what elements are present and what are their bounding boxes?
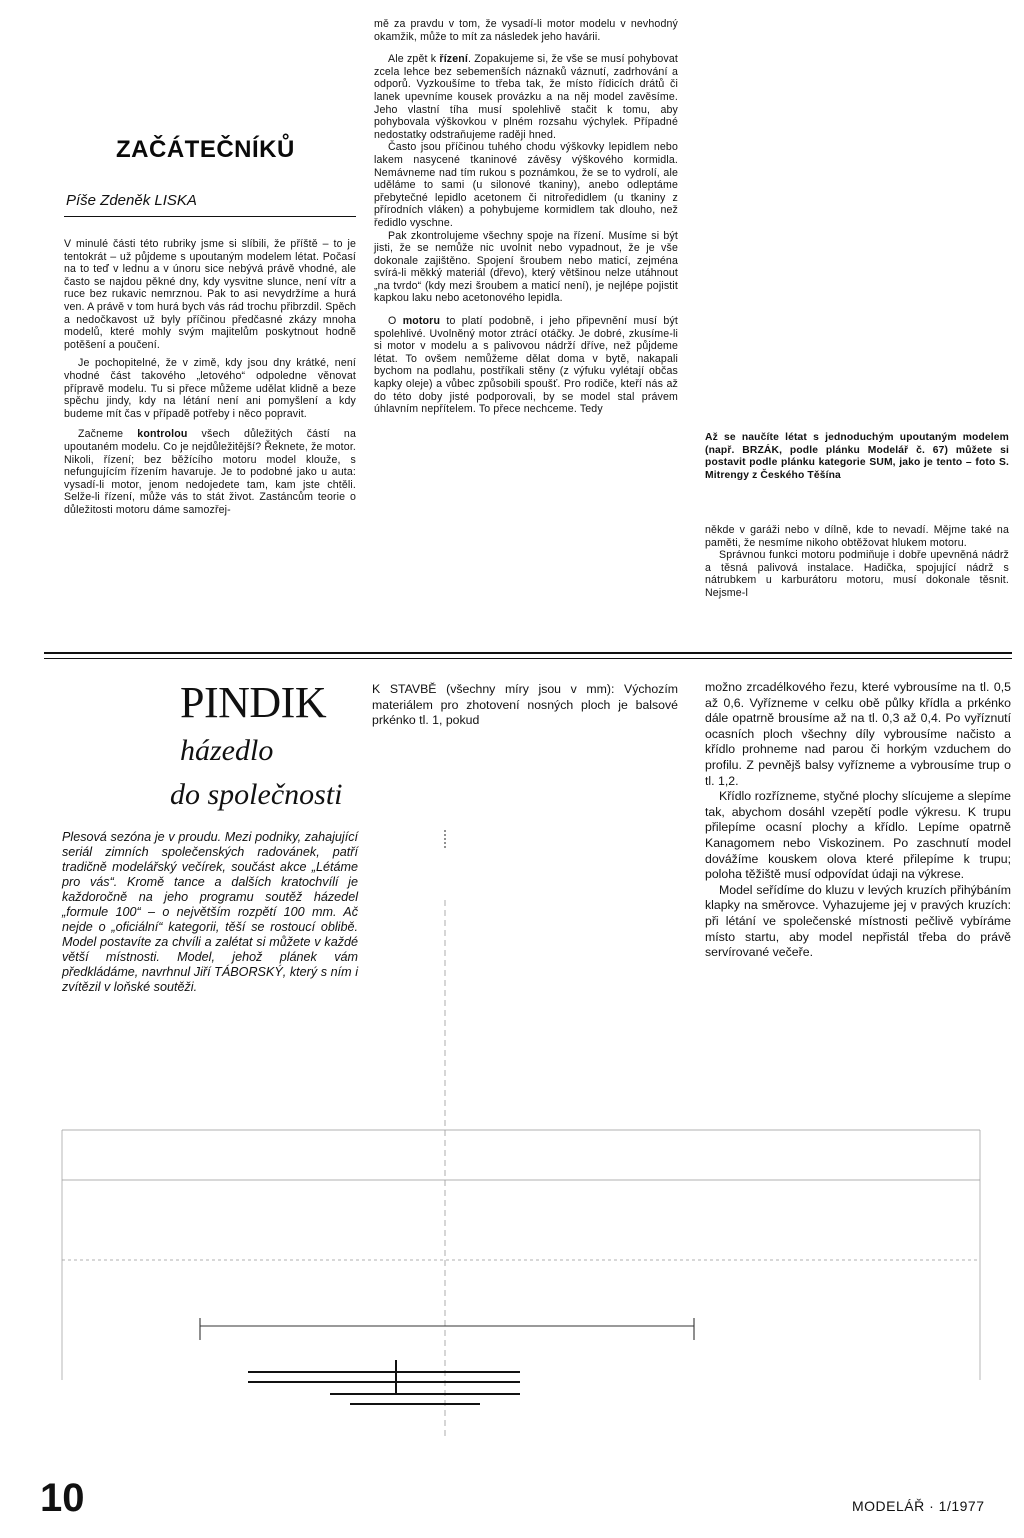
right-paragraph-2: Křídlo rozřízneme, styčné plochy slícujeme a slepíme tak, abychom dosáhl vzepětí podle výkresu. K trupu přilepíme ocasní plochy a křídlo. Lepíme opatrně Kanagomem nebo Viskozinem. Po zaschnutí model dovážíme kouskem olova které přilepíme k trupu; poloha těžiště musí odpovídat údaji na výkrese. [705, 789, 1011, 882]
right-paragraph-3: Model seřídíme do kluzu v levých kruzích přihýbáním klapky na směrovce. Vyhazujeme jej v pravých kruzích: při létání ve společenské místnosti pečlivě vybíráme místo startu, aby model nepřistál třeba do právě servírované večeře. [705, 882, 1011, 960]
col1-p3-rest: všech důležitých částí na upoutaném modelu. Co je nejdůležitější? Řeknete, že motor. Nikoli, řízení; bez běžícího motoru model klouže, s nefungujícím řízením havaruje. Je to podobné jako u auta: vysadí-li motor, jenom nedojedete tam, kam jste chtěli. Selže-li řízení, může vás to stát život. Zastáncům teorie o důležitosti motoru dáme samozřej- [64, 428, 356, 516]
col2-motor-start: O [388, 315, 403, 328]
col1-p3-start: Začneme [78, 428, 138, 441]
col2-rizeni-start: Ale zpět k [388, 53, 440, 66]
col1-paragraph-2: Je pochopitelné, že v zimě, kdy jsou dny krátké, není vhodné část takového „letového“ odpoledne věnovat přípravě modelu. Tu si přece můžeme udělat klidně a beze spěchu jindy, kdy na létání není ani pomyšlení a kdy budeme mít čas v případě potřeby i něco popravit. [64, 357, 356, 420]
col2-paragraph-3: Pak zkontrolujeme všechny spoje na řízení. Musíme si být jisti, že se nemůže nic uvolnit nebo vypadnout, že je vše dokonale zajištěno. Spojení šroubem nebo maticí, zejména svírá-li měkký materiál (dřevo), který většinou nelze utáhnout „na tvrdo“ (kdy mezi šroubem a maticí není), je nejlépe pojistit kapkou laku nebo acetonového lepidla. [374, 229, 678, 305]
photo-caption: Až se naučíte létat s jednoduchým upoutaným modelem (např. BRZÁK, podle plánku Modelář č. 67) můžete si postavit podle plánku kategorie SUM, jako je tento – foto S. Mitrengy z Českého Těšína [705, 432, 1009, 481]
col2-paragraph-2: Často jsou příčinou tuhého chodu výškovky lepidlem nebo lakem nasycené tkaninové závěsy výškového kormidla. Nemávneme nad tím rukou s poznámkou, že se to vydrolí, ale uděláme to sami (u silonové tkaniny), anebo odleptáme přebytečné lepidlo acetonem či nitroředidlem (u tkaniny z přírodních vláken) a pohybujeme kormidlem tak dlouho, než ředidlo vyschne. [374, 141, 678, 229]
journal-footer: MODELÁŘ · 1/1977 [852, 1498, 985, 1514]
article-subtitle-1: házedlo [180, 734, 274, 767]
col1-paragraph-1: V minulé části této rubriky jsme si slíbili, že příště – to je tentokrát – už půjdeme s upoutaným modelem létat. Počasí na to teď v lednu a v únoru sice nebývá právě vhodné, ale často se najdou pěkné dny, kdy vysvitne slunce, není vítr a ruce bez rukavic nemrznou. Pak to asi nevydržíme a hurá ven. A právě v tom hurá bych vás rád trochu přibrzdil. Spěch a nedočkavost už byly příčinou předčasné zkázy mnoha modelů, které mohly svým majitelům poskytnout hodně potěšení a poučení. [64, 238, 356, 351]
plan-outline-faint [62, 1130, 980, 1380]
right-paragraph-1: možno zrcadélkového řezu, které vybrousíme na tl. 0,5 až 0,6. Vyřízneme v celku obě půlky křídla a prkénko dále opatrně brousíme až na tl. 0,3 až 0,4. Po vyříznutí ocasních ploch všechny díly vybrousíme načisto a křídlo prohneme nad parou či horkým vzduchem do profilu. Z pevnějš balsy vyřízneme a vybrousíme trup o tl. 1,2. [705, 680, 1011, 788]
section-title: ZAČÁTEČNÍKŮ [116, 136, 295, 163]
article-title: PINDIK [180, 678, 327, 727]
article-intro: Plesová sezóna je v proudu. Mezi podniky, zahajující seriál zimních společenských radovánek, patří tradičně modelářský večírek, součást akce „Létáme pro vás“. Kromě tance a dalších kratochvílí je každoročně na jeho programu soutěž házedel „formule 100“ – o největším rozpětí 100 mm. Ač nejde o „oficiální“ kategorii, těší se rostoucí oblibě. Model postavíte za chvíli a zalétat si můžete v každé větší místnosti. Model, jehož plánek vám předkládáme, navrhnul Jiří TÁBORSKÝ, který s ním i zvítězil v loňské soutěži. [62, 830, 358, 994]
col3-paragraph-1: někde v garáži nebo v dílně, kde to nevadí. Mějme také na paměti, že nesmíme nikoho obtěžovat hlukem motoru. [705, 524, 1009, 549]
col2-motor-rest: to platí podobně, i jeho připevnění musí být spolehlivé. Uvolněný motor ztrácí otáčky. Je dobré, zkusíme-li si motor v modelu a s palivovou nádrží dříve, než půjdeme létat. To ovšem nemůžeme dělat doma v bytě, nakapali bychom na podlahu, postříkali stěny (z výfuku vylétají občas kapky oleje) a vůbec způsobili spoušť. Pro rodiče, kteří nás až do této doby jisté podporovali, by se model stal právem úhlavním nepřítelem. To přece nechceme. Tedy [374, 315, 678, 416]
col2-rizeni-bold: řízení [439, 53, 468, 66]
article-subtitle-2: do společnosti [170, 778, 343, 811]
col3-paragraph-2: Správnou funkci motoru podmiňuje i dobře upevněná nádrž a těsná palivová instalace. Hadička, spojující nádrž s nátrubkem u karburátoru motoru, musí dokonale těsnit. Nejsme-l [705, 549, 1009, 599]
col2-motor-bold: motoru [402, 315, 441, 328]
page-number: 10 [40, 1476, 85, 1520]
plan-fuselage [248, 1360, 520, 1404]
col1-p3-bold: kontrolou [137, 428, 188, 441]
plan-wing-lines [200, 1318, 694, 1340]
col2-paragraph-first: mě za pravdu v tom, že vysadí-li motor modelu v nevhodný okamžik, může to mít za následek jeho havárii. [374, 18, 678, 43]
col2-rizeni-rest: . Zopakujeme si, že vše se musí pohybovat zcela lehce bez sebemenších náznaků váznutí, zadrhování a odporů. Vyzkoušíme to třeba tak, že místo řídicích drátů či lanek upevníme kousek provázku a na něj model zavěsíme. Jeho vlastní tíha musí spolehlivě stačit k tomu, aby pohybovala výškovkou v plném rozsahu výchylek. Případné nedostatky odstraňujeme raději hned. [374, 53, 678, 141]
byline: Píše Zdeněk LISKA [66, 192, 197, 209]
build-instructions-start: K STAVBĚ (všechny míry jsou v mm): Výchozím materiálem pro zhotovení nosných ploch je balsové prkénko tl. 1, pokud [372, 682, 678, 728]
